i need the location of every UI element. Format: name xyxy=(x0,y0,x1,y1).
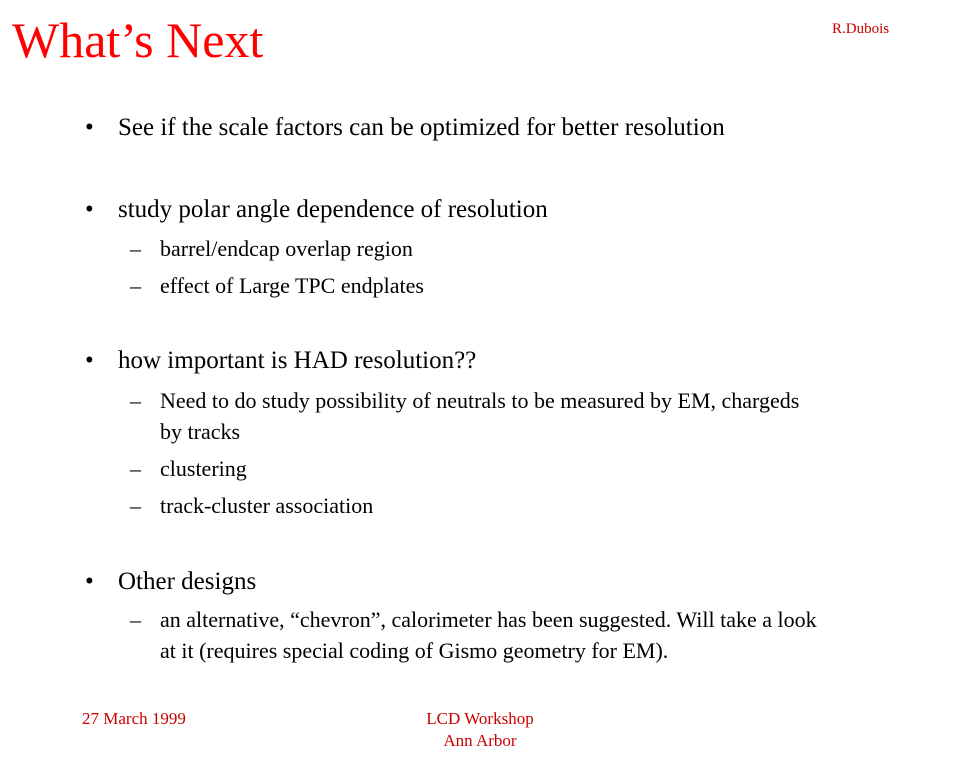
bullet-item xyxy=(85,567,257,597)
sub-bullet-mark: – xyxy=(130,493,141,518)
sub-bullet-text: track-cluster association xyxy=(160,493,374,518)
bullet-mark: • xyxy=(85,196,94,223)
sub-bullet-text: clustering xyxy=(160,456,247,481)
footer-event xyxy=(400,708,560,752)
sub-bullet-text: an alternative, “chevron”, calorimeter has been suggested. Will take a look xyxy=(160,607,817,632)
bullet-text: study polar angle dependence of resolution xyxy=(118,196,548,223)
bullet-item xyxy=(85,195,548,225)
sub-bullet-item xyxy=(130,386,800,416)
sub-bullet-mark: – xyxy=(130,273,141,298)
sub-bullet-item xyxy=(130,234,413,264)
footer-date: 27 March 1999 xyxy=(82,709,186,728)
author-label: R.Dubois xyxy=(832,21,890,37)
footer-event-name: LCD Workshop xyxy=(426,709,534,728)
sub-bullet-mark: – xyxy=(130,456,141,481)
bullet-mark: • xyxy=(85,114,94,141)
sub-bullet-continuation: at it (requires special coding of Gismo geometry for EM). xyxy=(160,638,669,663)
bullet-item xyxy=(85,346,477,376)
footer-event-location: Ann Arbor xyxy=(443,731,517,750)
sub-bullet-mark: – xyxy=(130,388,141,413)
bullet-text: how important is HAD resolution?? xyxy=(118,347,477,374)
bullet-mark: • xyxy=(85,347,94,374)
sub-bullet-item xyxy=(130,491,374,521)
sub-bullet-text: barrel/endcap overlap region xyxy=(160,236,413,261)
sub-bullet-item xyxy=(130,271,424,301)
bullet-text: Other designs xyxy=(118,568,257,595)
sub-bullet-mark: – xyxy=(130,236,141,261)
bullet-mark: • xyxy=(85,568,94,595)
sub-bullet-item xyxy=(130,454,247,484)
bullet-item xyxy=(85,113,725,143)
slide-title: What’s Next xyxy=(12,12,264,68)
sub-bullet-text: effect of Large TPC endplates xyxy=(160,273,424,298)
sub-bullet-text: Need to do study possibility of neutrals to be measured by EM, chargeds xyxy=(160,388,800,413)
sub-bullet-item xyxy=(130,605,817,635)
bullet-text: See if the scale factors can be optimized for better resolution xyxy=(118,114,725,141)
sub-bullet-continuation: by tracks xyxy=(160,419,241,444)
sub-bullet-mark: – xyxy=(130,607,141,632)
